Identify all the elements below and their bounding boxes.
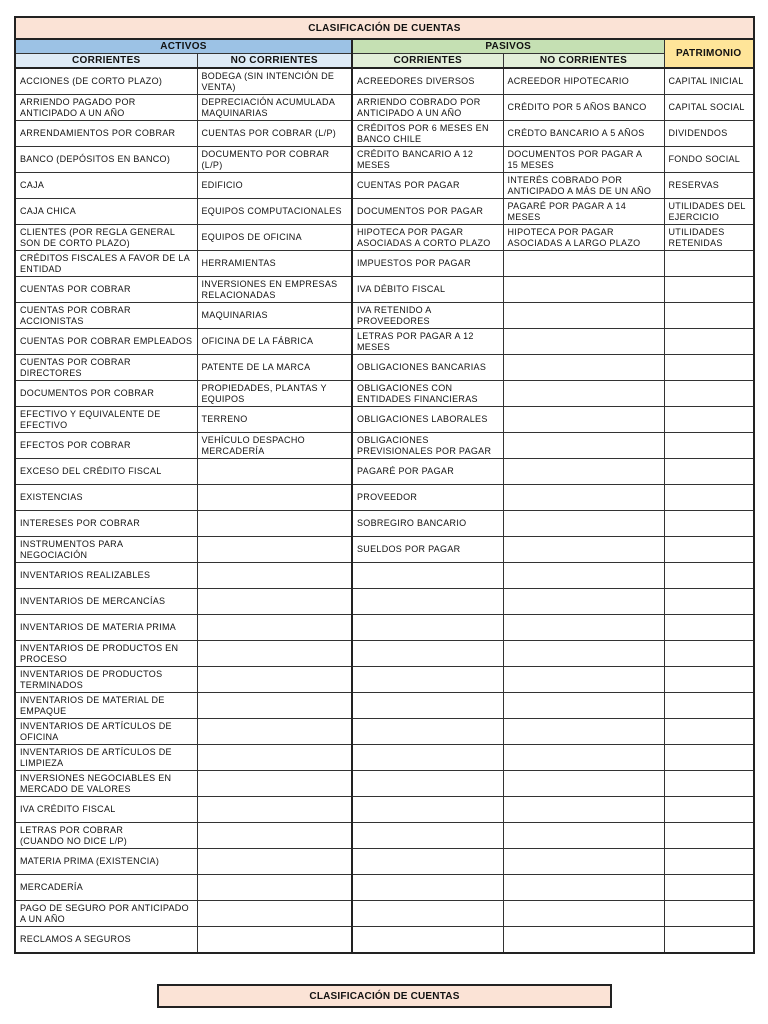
activo-corriente-cell: CUENTAS POR COBRAR DIRECTORES <box>15 355 197 381</box>
activo-corriente-cell: INVERSIONES NEGOCIABLES EN MERCADO DE VALORES <box>15 771 197 797</box>
activo-no-corriente-cell <box>197 667 352 693</box>
activo-no-corriente-cell: HERRAMIENTAS <box>197 251 352 277</box>
activo-corriente-cell: INVENTARIOS DE MATERIA PRIMA <box>15 615 197 641</box>
table-row <box>15 147 754 173</box>
pasivo-no-corriente-cell <box>503 381 664 407</box>
pasivo-corriente-cell: DOCUMENTOS POR PAGAR <box>352 199 503 225</box>
patrimonio-cell <box>664 407 754 433</box>
pasivo-no-corriente-cell <box>503 511 664 537</box>
table-row <box>15 745 754 771</box>
activo-corriente-cell: INVENTARIOS DE MATERIAL DE EMPAQUE <box>15 693 197 719</box>
activo-corriente-cell: PAGO DE SEGURO POR ANTICIPADO A UN AÑO <box>15 901 197 927</box>
pasivo-corriente-cell: OBLIGACIONES PREVISIONALES POR PAGAR <box>352 433 503 459</box>
pasivo-corriente-cell <box>352 797 503 823</box>
activo-no-corriente-cell <box>197 745 352 771</box>
patrimonio-cell <box>664 719 754 745</box>
pasivo-corriente-cell: IVA RETENIDO A PROVEEDORES <box>352 303 503 329</box>
activo-no-corriente-cell <box>197 563 352 589</box>
activo-corriente-cell: INSTRUMENTOS PARA NEGOCIACIÓN <box>15 537 197 563</box>
table-row <box>15 849 754 875</box>
table-row <box>15 407 754 433</box>
pasivo-no-corriente-cell <box>503 927 664 954</box>
pasivo-no-corriente-cell: INTERÉS COBRADO POR ANTICIPADO A MÁS DE UN AÑO <box>503 173 664 199</box>
patrimonio-cell <box>664 823 754 849</box>
activo-no-corriente-cell <box>197 693 352 719</box>
patrimonio-cell: FONDO SOCIAL <box>664 147 754 173</box>
pasivo-no-corriente-cell <box>503 875 664 901</box>
activo-no-corriente-cell: DEPRECIACIÓN ACUMULADA MAQUINARIAS <box>197 95 352 121</box>
patrimonio-cell <box>664 485 754 511</box>
patrimonio-cell: UTILIDADES DEL EJERCICIO <box>664 199 754 225</box>
activo-no-corriente-cell <box>197 615 352 641</box>
group-header-row <box>15 39 754 54</box>
pasivo-no-corriente-cell <box>503 667 664 693</box>
patrimonio-cell <box>664 537 754 563</box>
pasivo-corriente-cell <box>352 667 503 693</box>
pasivo-no-corriente-cell <box>503 615 664 641</box>
table-row <box>15 329 754 355</box>
patrimonio-cell <box>664 355 754 381</box>
pasivo-corriente-cell: IMPUESTOS POR PAGAR <box>352 251 503 277</box>
pasivo-corriente-cell: HIPOTECA POR PAGAR ASOCIADAS A CORTO PLAZO <box>352 225 503 251</box>
activo-no-corriente-cell <box>197 823 352 849</box>
activo-no-corriente-cell <box>197 719 352 745</box>
activo-corriente-cell: CLIENTES (POR REGLA GENERAL SON DE CORTO PLAZO) <box>15 225 197 251</box>
activo-no-corriente-cell: PROPIEDADES, PLANTAS Y EQUIPOS <box>197 381 352 407</box>
table-row <box>15 251 754 277</box>
pasivo-corriente-cell <box>352 693 503 719</box>
pasivo-corriente-cell <box>352 823 503 849</box>
activo-corriente-cell: INVENTARIOS DE ARTÍCULOS DE LIMPIEZA <box>15 745 197 771</box>
table-row <box>15 485 754 511</box>
pasivo-corriente-cell <box>352 615 503 641</box>
activos-no-corrientes-header: NO CORRIENTES <box>197 54 352 69</box>
activos-header: ACTIVOS <box>15 39 352 54</box>
pasivo-corriente-cell <box>352 563 503 589</box>
accounts-classification-table <box>14 16 755 954</box>
activo-no-corriente-cell <box>197 459 352 485</box>
activo-corriente-cell: EXISTENCIAS <box>15 485 197 511</box>
pasivo-no-corriente-cell <box>503 589 664 615</box>
activo-corriente-cell: INVENTARIOS DE PRODUCTOS TERMINADOS <box>15 667 197 693</box>
pasivo-no-corriente-cell <box>503 537 664 563</box>
activo-no-corriente-cell: VEHÍCULO DESPACHO MERCADERÍA <box>197 433 352 459</box>
activo-no-corriente-cell: EQUIPOS COMPUTACIONALES <box>197 199 352 225</box>
patrimonio-cell <box>664 433 754 459</box>
patrimonio-cell <box>664 329 754 355</box>
pasivo-no-corriente-cell <box>503 745 664 771</box>
table-row <box>15 303 754 329</box>
activo-no-corriente-cell <box>197 927 352 954</box>
pasivo-corriente-cell: PROVEEDOR <box>352 485 503 511</box>
activo-no-corriente-cell <box>197 771 352 797</box>
pasivo-no-corriente-cell <box>503 277 664 303</box>
pasivo-corriente-cell: CUENTAS POR PAGAR <box>352 173 503 199</box>
pasivo-no-corriente-cell: CRÉDITO POR 5 AÑOS BANCO <box>503 95 664 121</box>
patrimonio-cell <box>664 667 754 693</box>
pasivo-no-corriente-cell <box>503 797 664 823</box>
patrimonio-cell: DIVIDENDOS <box>664 121 754 147</box>
table-row <box>15 511 754 537</box>
activo-corriente-cell: RECLAMOS A SEGUROS <box>15 927 197 954</box>
table-row <box>15 277 754 303</box>
activo-corriente-cell: BANCO (DEPÓSITOS EN BANCO) <box>15 147 197 173</box>
pasivo-corriente-cell: ACREEDORES DIVERSOS <box>352 68 503 95</box>
table-body <box>15 68 754 953</box>
table-row <box>15 68 754 95</box>
activo-corriente-cell: CAJA <box>15 173 197 199</box>
activo-corriente-cell: MATERIA PRIMA (EXISTENCIA) <box>15 849 197 875</box>
pasivo-no-corriente-cell <box>503 407 664 433</box>
activo-corriente-cell: INTERESES POR COBRAR <box>15 511 197 537</box>
table-row <box>15 225 754 251</box>
table-title: CLASIFICACIÓN DE CUENTAS <box>15 17 754 39</box>
pasivo-no-corriente-cell <box>503 355 664 381</box>
table-row <box>15 823 754 849</box>
pasivo-no-corriente-cell <box>503 485 664 511</box>
activo-corriente-cell: EFECTIVO Y EQUIVALENTE DE EFECTIVO <box>15 407 197 433</box>
pasivo-corriente-cell <box>352 901 503 927</box>
pasivo-no-corriente-cell <box>503 693 664 719</box>
footer-title-box <box>157 984 612 1008</box>
patrimonio-cell <box>664 563 754 589</box>
pasivo-no-corriente-cell <box>503 849 664 875</box>
activo-corriente-cell: ACCIONES (DE CORTO PLAZO) <box>15 68 197 95</box>
activo-corriente-cell: CUENTAS POR COBRAR EMPLEADOS <box>15 329 197 355</box>
table-row <box>15 121 754 147</box>
activo-corriente-cell: EFECTOS POR COBRAR <box>15 433 197 459</box>
pasivos-corrientes-header: CORRIENTES <box>352 54 503 69</box>
activo-no-corriente-cell: INVERSIONES EN EMPRESAS RELACIONADAS <box>197 277 352 303</box>
activo-no-corriente-cell <box>197 641 352 667</box>
pasivo-corriente-cell: LETRAS POR PAGAR A 12 MESES <box>352 329 503 355</box>
activo-no-corriente-cell: CUENTAS POR COBRAR (L/P) <box>197 121 352 147</box>
pasivo-corriente-cell: OBLIGACIONES BANCARIAS <box>352 355 503 381</box>
pasivo-no-corriente-cell <box>503 329 664 355</box>
table-row <box>15 693 754 719</box>
sub-header-row <box>15 54 754 69</box>
pasivo-corriente-cell: CRÉDITO BANCARIO A 12 MESES <box>352 147 503 173</box>
patrimonio-cell <box>664 589 754 615</box>
pasivo-corriente-cell <box>352 875 503 901</box>
activo-corriente-cell: ARRIENDO PAGADO POR ANTICIPADO A UN AÑO <box>15 95 197 121</box>
table-row <box>15 355 754 381</box>
activo-corriente-cell: IVA CRÉDITO FISCAL <box>15 797 197 823</box>
table-row <box>15 641 754 667</box>
table-row <box>15 771 754 797</box>
table-row <box>15 927 754 954</box>
pasivo-corriente-cell: OBLIGACIONES CON ENTIDADES FINANCIERAS <box>352 381 503 407</box>
activo-corriente-cell: CRÉDITOS FISCALES A FAVOR DE LA ENTIDAD <box>15 251 197 277</box>
patrimonio-cell <box>664 277 754 303</box>
pasivo-corriente-cell: SOBREGIRO BANCARIO <box>352 511 503 537</box>
pasivo-no-corriente-cell <box>503 719 664 745</box>
patrimonio-cell <box>664 251 754 277</box>
pasivo-no-corriente-cell <box>503 433 664 459</box>
activo-corriente-cell: MERCADERÍA <box>15 875 197 901</box>
activo-no-corriente-cell <box>197 511 352 537</box>
activos-corrientes-header: CORRIENTES <box>15 54 197 69</box>
activo-corriente-cell: CUENTAS POR COBRAR <box>15 277 197 303</box>
pasivo-corriente-cell: SUELDOS POR PAGAR <box>352 537 503 563</box>
activo-corriente-cell: INVENTARIOS DE ARTÍCULOS DE OFICINA <box>15 719 197 745</box>
patrimonio-cell <box>664 381 754 407</box>
pasivo-no-corriente-cell <box>503 563 664 589</box>
activo-corriente-cell: EXCESO DEL CRÉDITO FISCAL <box>15 459 197 485</box>
table-row <box>15 563 754 589</box>
patrimonio-cell <box>664 693 754 719</box>
activo-corriente-cell: ARRENDAMIENTOS POR COBRAR <box>15 121 197 147</box>
patrimonio-cell: CAPITAL INICIAL <box>664 68 754 95</box>
activo-no-corriente-cell: BODEGA (SIN INTENCIÓN DE VENTA) <box>197 68 352 95</box>
patrimonio-header: PATRIMONIO <box>664 39 754 68</box>
patrimonio-cell: RESERVAS <box>664 173 754 199</box>
pasivo-corriente-cell <box>352 719 503 745</box>
pasivos-no-corrientes-header: NO CORRIENTES <box>503 54 664 69</box>
patrimonio-cell <box>664 849 754 875</box>
table-row <box>15 537 754 563</box>
activo-corriente-cell: CUENTAS POR COBRAR ACCIONISTAS <box>15 303 197 329</box>
pasivo-corriente-cell <box>352 589 503 615</box>
pasivo-corriente-cell: OBLIGACIONES LABORALES <box>352 407 503 433</box>
activo-corriente-cell: INVENTARIOS DE MERCANCÍAS <box>15 589 197 615</box>
pasivo-no-corriente-cell: DOCUMENTOS POR PAGAR A 15 MESES <box>503 147 664 173</box>
pasivos-header: PASIVOS <box>352 39 664 54</box>
table-row <box>15 95 754 121</box>
table-row <box>15 381 754 407</box>
table-row <box>15 173 754 199</box>
activo-no-corriente-cell: DOCUMENTO POR COBRAR (L/P) <box>197 147 352 173</box>
patrimonio-cell <box>664 459 754 485</box>
activo-no-corriente-cell: OFICINA DE LA FÁBRICA <box>197 329 352 355</box>
table-row <box>15 667 754 693</box>
activo-corriente-cell: DOCUMENTOS POR COBRAR <box>15 381 197 407</box>
activo-no-corriente-cell: PATENTE DE LA MARCA <box>197 355 352 381</box>
pasivo-corriente-cell: PAGARÉ POR PAGAR <box>352 459 503 485</box>
pasivo-corriente-cell <box>352 771 503 797</box>
activo-no-corriente-cell <box>197 589 352 615</box>
pasivo-corriente-cell <box>352 745 503 771</box>
activo-no-corriente-cell: EDIFICIO <box>197 173 352 199</box>
pasivo-corriente-cell <box>352 927 503 954</box>
activo-corriente-cell: INVENTARIOS REALIZABLES <box>15 563 197 589</box>
pasivo-corriente-cell: CRÉDITOS POR 6 MESES EN BANCO CHILE <box>352 121 503 147</box>
activo-no-corriente-cell <box>197 901 352 927</box>
pasivo-corriente-cell: ARRIENDO COBRADO POR ANTICIPADO A UN AÑO <box>352 95 503 121</box>
patrimonio-cell <box>664 927 754 954</box>
patrimonio-cell <box>664 641 754 667</box>
activo-no-corriente-cell <box>197 849 352 875</box>
activo-no-corriente-cell: MAQUINARIAS <box>197 303 352 329</box>
table-row <box>15 719 754 745</box>
activo-no-corriente-cell: TERRENO <box>197 407 352 433</box>
pasivo-no-corriente-cell <box>503 901 664 927</box>
activo-corriente-cell: LETRAS POR COBRAR (CUANDO NO DICE L/P) <box>15 823 197 849</box>
table-row <box>15 615 754 641</box>
patrimonio-cell <box>664 875 754 901</box>
table-row <box>15 589 754 615</box>
table-row <box>15 901 754 927</box>
footer-title: CLASIFICACIÓN DE CUENTAS <box>309 990 460 1002</box>
patrimonio-cell <box>664 511 754 537</box>
patrimonio-cell: CAPITAL SOCIAL <box>664 95 754 121</box>
pasivo-no-corriente-cell <box>503 823 664 849</box>
activo-corriente-cell: INVENTARIOS DE PRODUCTOS EN PROCESO <box>15 641 197 667</box>
pasivo-no-corriente-cell <box>503 251 664 277</box>
patrimonio-cell <box>664 745 754 771</box>
pasivo-no-corriente-cell: PAGARÉ POR PAGAR A 14 MESES <box>503 199 664 225</box>
pasivo-no-corriente-cell: ACREEDOR HIPOTECARIO <box>503 68 664 95</box>
table-row <box>15 199 754 225</box>
activo-no-corriente-cell <box>197 875 352 901</box>
activo-no-corriente-cell: EQUIPOS DE OFICINA <box>197 225 352 251</box>
pasivo-no-corriente-cell <box>503 459 664 485</box>
activo-no-corriente-cell <box>197 485 352 511</box>
patrimonio-cell <box>664 771 754 797</box>
pasivo-corriente-cell: IVA DÉBITO FISCAL <box>352 277 503 303</box>
pasivo-no-corriente-cell: HIPOTECA POR PAGAR ASOCIADAS A LARGO PLAZO <box>503 225 664 251</box>
pasivo-no-corriente-cell <box>503 641 664 667</box>
table-row <box>15 797 754 823</box>
patrimonio-cell <box>664 303 754 329</box>
patrimonio-cell <box>664 615 754 641</box>
patrimonio-cell <box>664 797 754 823</box>
pasivo-corriente-cell <box>352 849 503 875</box>
activo-no-corriente-cell <box>197 797 352 823</box>
table-row <box>15 459 754 485</box>
activo-corriente-cell: CAJA CHICA <box>15 199 197 225</box>
table-row <box>15 433 754 459</box>
patrimonio-cell: UTILIDADES RETENIDAS <box>664 225 754 251</box>
activo-no-corriente-cell <box>197 537 352 563</box>
pasivo-corriente-cell <box>352 641 503 667</box>
pasivo-no-corriente-cell: CRÉDTO BANCARIO A 5 AÑOS <box>503 121 664 147</box>
table-row <box>15 875 754 901</box>
pasivo-no-corriente-cell <box>503 771 664 797</box>
title-row <box>15 17 754 39</box>
patrimonio-cell <box>664 901 754 927</box>
pasivo-no-corriente-cell <box>503 303 664 329</box>
